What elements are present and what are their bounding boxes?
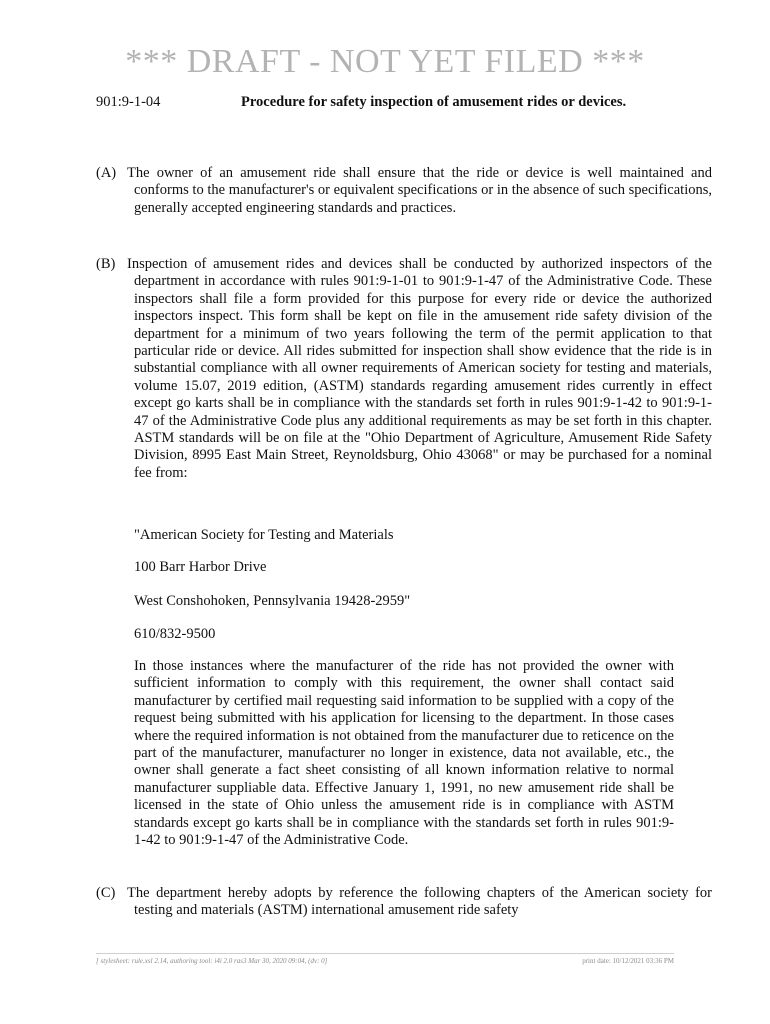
rule-title: Procedure for safety inspection of amusement rides or devices. bbox=[241, 94, 627, 110]
draft-banner: *** DRAFT - NOT YET FILED *** bbox=[125, 43, 645, 80]
paragraph-a-label: (A) bbox=[96, 165, 117, 181]
paragraph-c-text: The department hereby adopts by reference the following chapters of the American society for testing and materials (ASTM) international amusement ride safety bbox=[127, 885, 712, 919]
footer-stylesheet-info: [ stylesheet: rule.xsl 2.14, authoring tool: i4i 2.0 ras3 Mar 30, 2020 09:04, (dv: 0] bbox=[96, 957, 328, 965]
address-name: "American Society for Testing and Materials bbox=[134, 527, 394, 543]
paragraph-c-label: (C) bbox=[96, 885, 116, 901]
paragraph-b-text: Inspection of amusement rides and devices shall be conducted by authorized inspectors of the department in accordance with rules 901:9-1-01 to 901:9-1-47 of the Administrative Code. These inspectors shall file a form provided for this purpose for every ride or device the authorized inspectors inspect. This form shall be kept on file in the amusement ride safety division of the department for a minimum of two years following the term of the permit application to that particular ride or device. All rides submitted for inspection shall show evidence that the ride is in substantial compliance with all owner requirements of American society for testing and materials, volume 15.07, 2019 edition, (ASTM) standards regarding amusement rides currently in effect except go karts shall be in compliance with the standards set forth in rules 901:9-1-42 to 901:9-1-47 of the Administrative Code plus any additional requirements as may be set forth in this chapter. ASTM standards will be on file at the "Ohio Department of Agriculture, Amusement Ride Safety Division, 8995 East Main Street, Reynoldsburg, Ohio 43068" or may be purchased for a nominal fee from: bbox=[127, 256, 712, 481]
paragraph-a-text: The owner of an amusement ride shall ensure that the ride or device is well maintained and conforms to the manufacturer's or equivalent specifications or in the absence of such specifications, generally accepted engineering standards and practices. bbox=[127, 165, 712, 216]
footer-print-date: print date: 10/12/2021 03:36 PM bbox=[582, 957, 674, 965]
paragraph-b-continuation: In those instances where the manufacturer of the ride has not provided the owner with sufficient information to comply with this requirement, the owner shall contact said manufacturer by certified mail requesting said information to be supplied with a copy of the request being submitted with his application for licensing to the department. In those cases where the required information is not obtained from the manufacturer due to reticence on the part of the manufacturer, manufacturer no longer in existence, data not available, etc., the owner shall generate a fact sheet consisting of all known information relative to normal manufacturer suppliable data. Effective January 1, 1991, no new amusement ride shall be licensed in the state of Ohio unless the amusement ride is in compliance with ASTM standards except go karts shall be in compliance with the standards set forth in rules 901:9-1-42 to 901:9-1-47 of the Administrative Code. bbox=[134, 658, 674, 849]
address-city: West Conshohoken, Pennsylvania 19428-2959" bbox=[134, 593, 411, 609]
phone-number: 610/832-9500 bbox=[134, 626, 216, 642]
paragraph-b-label: (B) bbox=[96, 256, 116, 272]
paragraph-c bbox=[96, 885, 712, 920]
footer-divider bbox=[96, 953, 674, 954]
paragraph-a bbox=[96, 165, 712, 217]
address-street: 100 Barr Harbor Drive bbox=[134, 559, 267, 575]
paragraph-b bbox=[96, 256, 712, 482]
rule-number: 901:9-1-04 bbox=[96, 94, 161, 110]
